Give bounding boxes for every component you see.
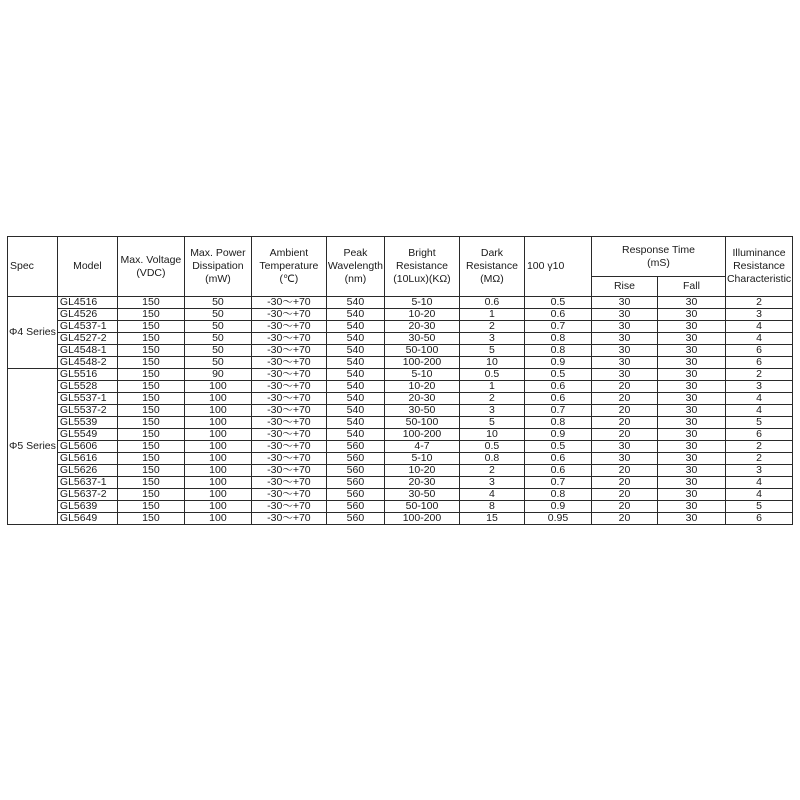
header-max-power bbox=[184, 237, 251, 297]
cell-gamma: 0.8 bbox=[524, 489, 591, 501]
cell-model: GL5637-1 bbox=[57, 477, 117, 489]
cell-dark-resistance: 1 bbox=[459, 381, 524, 393]
cell-fall: 30 bbox=[657, 429, 725, 441]
table-row bbox=[8, 453, 793, 465]
table-row bbox=[8, 441, 793, 453]
table-row bbox=[8, 333, 793, 345]
cell-max-power: 50 bbox=[184, 309, 251, 321]
cell-illuminance: 2 bbox=[725, 453, 792, 465]
header-max-voltage-line2: (VDC) bbox=[136, 266, 166, 279]
table-row bbox=[8, 465, 793, 477]
table-row bbox=[8, 393, 793, 405]
cell-bright-resistance: 20-30 bbox=[384, 393, 459, 405]
cell-peak-wavelength: 560 bbox=[326, 453, 384, 465]
header-ambient-line3: (℃) bbox=[279, 273, 299, 285]
cell-fall: 30 bbox=[657, 453, 725, 465]
table-row bbox=[8, 501, 793, 513]
cell-dark-resistance: 4 bbox=[459, 489, 524, 501]
cell-model: GL5649 bbox=[57, 513, 117, 525]
cell-fall: 30 bbox=[657, 369, 725, 381]
cell-ambient-temp: -30～+70 bbox=[251, 321, 326, 333]
cell-ambient-temp: -30～+70 bbox=[251, 417, 326, 429]
cell-peak-wavelength: 540 bbox=[326, 309, 384, 321]
header-illuminance-line1: Illuminance bbox=[732, 247, 786, 259]
cell-dark-resistance: 15 bbox=[459, 513, 524, 525]
series-label: Φ4 Series bbox=[8, 297, 58, 369]
cell-dark-resistance: 0.6 bbox=[459, 297, 524, 309]
cell-bright-resistance: 4-7 bbox=[384, 441, 459, 453]
cell-ambient-temp: -30～+70 bbox=[251, 345, 326, 357]
cell-gamma: 0.7 bbox=[524, 405, 591, 417]
cell-max-voltage: 150 bbox=[117, 321, 184, 333]
cell-dark-resistance: 0.5 bbox=[459, 369, 524, 381]
cell-gamma: 0.6 bbox=[524, 381, 591, 393]
header-bright-line2: Resistance bbox=[395, 260, 448, 272]
cell-dark-resistance: 0.5 bbox=[459, 441, 524, 453]
cell-gamma: 0.7 bbox=[524, 477, 591, 489]
cell-fall: 30 bbox=[657, 297, 725, 309]
cell-model: GL5516 bbox=[57, 369, 117, 381]
cell-rise: 20 bbox=[591, 477, 657, 489]
header-peak-line1: Peak bbox=[343, 247, 368, 259]
cell-gamma: 0.5 bbox=[524, 369, 591, 381]
header-response-line2: (mS) bbox=[647, 256, 670, 269]
cell-bright-resistance: 30-50 bbox=[384, 489, 459, 501]
cell-illuminance: 6 bbox=[725, 429, 792, 441]
cell-fall: 30 bbox=[657, 489, 725, 501]
table-row bbox=[8, 477, 793, 489]
cell-illuminance: 6 bbox=[725, 357, 792, 369]
cell-ambient-temp: -30～+70 bbox=[251, 429, 326, 441]
cell-max-power: 90 bbox=[184, 369, 251, 381]
cell-model: GL5537-1 bbox=[57, 393, 117, 405]
table-row bbox=[8, 357, 793, 369]
cell-fall: 30 bbox=[657, 441, 725, 453]
cell-bright-resistance: 100-200 bbox=[384, 513, 459, 525]
cell-rise: 30 bbox=[591, 453, 657, 465]
cell-illuminance: 4 bbox=[725, 393, 792, 405]
cell-fall: 30 bbox=[657, 309, 725, 321]
cell-rise: 30 bbox=[591, 369, 657, 381]
cell-bright-resistance: 100-200 bbox=[384, 429, 459, 441]
table-row bbox=[8, 405, 793, 417]
cell-max-voltage: 150 bbox=[117, 477, 184, 489]
cell-rise: 30 bbox=[591, 345, 657, 357]
cell-peak-wavelength: 540 bbox=[326, 333, 384, 345]
cell-bright-resistance: 20-30 bbox=[384, 321, 459, 333]
cell-gamma: 0.9 bbox=[524, 357, 591, 369]
cell-model: GL5549 bbox=[57, 429, 117, 441]
cell-bright-resistance: 50-100 bbox=[384, 501, 459, 513]
cell-ambient-temp: -30～+70 bbox=[251, 489, 326, 501]
cell-ambient-temp: -30～+70 bbox=[251, 393, 326, 405]
cell-rise: 30 bbox=[591, 297, 657, 309]
header-dark-resistance bbox=[459, 237, 524, 297]
cell-dark-resistance: 3 bbox=[459, 333, 524, 345]
cell-gamma: 0.5 bbox=[524, 441, 591, 453]
table-row bbox=[8, 297, 793, 309]
header-dark-line1: Dark bbox=[480, 247, 504, 259]
cell-gamma: 0.7 bbox=[524, 321, 591, 333]
cell-fall: 30 bbox=[657, 345, 725, 357]
cell-max-power: 100 bbox=[184, 453, 251, 465]
header-illuminance-line3: Characteristic bbox=[726, 273, 792, 285]
cell-dark-resistance: 2 bbox=[459, 321, 524, 333]
cell-fall: 30 bbox=[657, 477, 725, 489]
cell-peak-wavelength: 540 bbox=[326, 417, 384, 429]
header-fall: Fall bbox=[657, 277, 725, 297]
cell-dark-resistance: 3 bbox=[459, 405, 524, 417]
table-row bbox=[8, 369, 793, 381]
table-row bbox=[8, 429, 793, 441]
cell-rise: 20 bbox=[591, 489, 657, 501]
cell-ambient-temp: -30～+70 bbox=[251, 465, 326, 477]
cell-fall: 30 bbox=[657, 381, 725, 393]
header-bright-line1: Bright bbox=[408, 247, 436, 259]
cell-bright-resistance: 20-30 bbox=[384, 477, 459, 489]
cell-peak-wavelength: 540 bbox=[326, 405, 384, 417]
cell-max-power: 100 bbox=[184, 477, 251, 489]
cell-bright-resistance: 5-10 bbox=[384, 453, 459, 465]
cell-ambient-temp: -30～+70 bbox=[251, 357, 326, 369]
cell-model: GL5616 bbox=[57, 453, 117, 465]
header-max-power-line3: (mW) bbox=[205, 273, 231, 285]
cell-model: GL4527-2 bbox=[57, 333, 117, 345]
cell-rise: 20 bbox=[591, 513, 657, 525]
cell-peak-wavelength: 540 bbox=[326, 345, 384, 357]
header-ambient-line1: Ambient bbox=[269, 247, 309, 259]
cell-dark-resistance: 8 bbox=[459, 501, 524, 513]
cell-max-voltage: 150 bbox=[117, 345, 184, 357]
header-dark-line3: (MΩ) bbox=[480, 273, 504, 285]
header-peak-line3: (nm) bbox=[344, 273, 367, 285]
cell-gamma: 0.6 bbox=[524, 309, 591, 321]
cell-max-power: 100 bbox=[184, 417, 251, 429]
table-body bbox=[8, 297, 793, 525]
header-rise: Rise bbox=[591, 277, 657, 297]
cell-illuminance: 2 bbox=[725, 441, 792, 453]
cell-model: GL5528 bbox=[57, 381, 117, 393]
cell-max-power: 50 bbox=[184, 321, 251, 333]
cell-max-voltage: 150 bbox=[117, 309, 184, 321]
cell-max-power: 100 bbox=[184, 501, 251, 513]
cell-gamma: 0.8 bbox=[524, 345, 591, 357]
cell-rise: 20 bbox=[591, 429, 657, 441]
cell-gamma: 0.6 bbox=[524, 465, 591, 477]
cell-max-power: 50 bbox=[184, 333, 251, 345]
cell-dark-resistance: 5 bbox=[459, 417, 524, 429]
cell-rise: 20 bbox=[591, 393, 657, 405]
cell-max-voltage: 150 bbox=[117, 417, 184, 429]
cell-max-voltage: 150 bbox=[117, 393, 184, 405]
cell-gamma: 0.8 bbox=[524, 333, 591, 345]
header-ambient-line2: Temperature bbox=[259, 260, 319, 272]
cell-rise: 20 bbox=[591, 501, 657, 513]
cell-dark-resistance: 3 bbox=[459, 477, 524, 489]
cell-illuminance: 3 bbox=[725, 381, 792, 393]
header-illuminance bbox=[725, 237, 792, 297]
cell-illuminance: 4 bbox=[725, 405, 792, 417]
header-dark-line2: Resistance bbox=[465, 260, 518, 272]
cell-max-voltage: 150 bbox=[117, 465, 184, 477]
cell-max-power: 50 bbox=[184, 357, 251, 369]
cell-max-voltage: 150 bbox=[117, 513, 184, 525]
photoresistor-spec-table bbox=[7, 236, 793, 525]
cell-peak-wavelength: 560 bbox=[326, 465, 384, 477]
cell-fall: 30 bbox=[657, 321, 725, 333]
cell-ambient-temp: -30～+70 bbox=[251, 405, 326, 417]
cell-max-voltage: 150 bbox=[117, 333, 184, 345]
cell-peak-wavelength: 540 bbox=[326, 429, 384, 441]
table-row bbox=[8, 513, 793, 525]
cell-dark-resistance: 5 bbox=[459, 345, 524, 357]
header-max-voltage-line1: Max. Voltage bbox=[120, 253, 182, 266]
cell-bright-resistance: 10-20 bbox=[384, 381, 459, 393]
table-row bbox=[8, 489, 793, 501]
cell-max-voltage: 150 bbox=[117, 489, 184, 501]
cell-ambient-temp: -30～+70 bbox=[251, 297, 326, 309]
cell-peak-wavelength: 540 bbox=[326, 381, 384, 393]
cell-dark-resistance: 10 bbox=[459, 429, 524, 441]
cell-max-voltage: 150 bbox=[117, 501, 184, 513]
cell-dark-resistance: 0.8 bbox=[459, 453, 524, 465]
cell-model: GL5606 bbox=[57, 441, 117, 453]
header-model: Model bbox=[57, 237, 117, 297]
cell-bright-resistance: 50-100 bbox=[384, 345, 459, 357]
cell-illuminance: 6 bbox=[725, 345, 792, 357]
cell-peak-wavelength: 540 bbox=[326, 369, 384, 381]
cell-ambient-temp: -30～+70 bbox=[251, 309, 326, 321]
cell-peak-wavelength: 540 bbox=[326, 393, 384, 405]
cell-illuminance: 5 bbox=[725, 417, 792, 429]
table-row bbox=[8, 321, 793, 333]
cell-peak-wavelength: 540 bbox=[326, 321, 384, 333]
cell-ambient-temp: -30～+70 bbox=[251, 453, 326, 465]
cell-gamma: 0.9 bbox=[524, 429, 591, 441]
cell-peak-wavelength: 560 bbox=[326, 477, 384, 489]
cell-gamma: 0.95 bbox=[524, 513, 591, 525]
cell-bright-resistance: 10-20 bbox=[384, 465, 459, 477]
cell-illuminance: 2 bbox=[725, 369, 792, 381]
cell-model: GL4548-1 bbox=[57, 345, 117, 357]
table-row bbox=[8, 345, 793, 357]
header-max-voltage bbox=[117, 237, 184, 297]
cell-max-voltage: 150 bbox=[117, 369, 184, 381]
cell-max-power: 100 bbox=[184, 465, 251, 477]
cell-max-voltage: 150 bbox=[117, 357, 184, 369]
cell-max-voltage: 150 bbox=[117, 381, 184, 393]
cell-max-power: 100 bbox=[184, 393, 251, 405]
cell-model: GL5639 bbox=[57, 501, 117, 513]
cell-illuminance: 2 bbox=[725, 297, 792, 309]
cell-max-voltage: 150 bbox=[117, 405, 184, 417]
cell-bright-resistance: 5-10 bbox=[384, 369, 459, 381]
cell-max-power: 100 bbox=[184, 441, 251, 453]
cell-dark-resistance: 10 bbox=[459, 357, 524, 369]
header-ambient-temperature bbox=[251, 237, 326, 297]
header-spec: Spec bbox=[8, 237, 58, 297]
cell-bright-resistance: 100-200 bbox=[384, 357, 459, 369]
cell-max-power: 100 bbox=[184, 381, 251, 393]
cell-illuminance: 5 bbox=[725, 501, 792, 513]
cell-max-voltage: 150 bbox=[117, 297, 184, 309]
header-gamma: 100 γ10 bbox=[524, 237, 591, 297]
cell-rise: 20 bbox=[591, 465, 657, 477]
header-bright-line3: (10Lux)(KΩ) bbox=[393, 273, 451, 285]
cell-bright-resistance: 30-50 bbox=[384, 405, 459, 417]
cell-bright-resistance: 50-100 bbox=[384, 417, 459, 429]
cell-ambient-temp: -30～+70 bbox=[251, 381, 326, 393]
cell-bright-resistance: 10-20 bbox=[384, 309, 459, 321]
table-row bbox=[8, 309, 793, 321]
cell-illuminance: 6 bbox=[725, 513, 792, 525]
cell-gamma: 0.5 bbox=[524, 297, 591, 309]
cell-peak-wavelength: 560 bbox=[326, 513, 384, 525]
cell-peak-wavelength: 540 bbox=[326, 357, 384, 369]
cell-fall: 30 bbox=[657, 405, 725, 417]
cell-fall: 30 bbox=[657, 501, 725, 513]
cell-fall: 30 bbox=[657, 513, 725, 525]
cell-rise: 30 bbox=[591, 333, 657, 345]
cell-dark-resistance: 2 bbox=[459, 465, 524, 477]
cell-illuminance: 3 bbox=[725, 309, 792, 321]
cell-rise: 30 bbox=[591, 441, 657, 453]
cell-rise: 20 bbox=[591, 417, 657, 429]
cell-max-power: 50 bbox=[184, 297, 251, 309]
cell-rise: 30 bbox=[591, 321, 657, 333]
series-label: Φ5 Series bbox=[8, 369, 58, 525]
cell-model: GL4516 bbox=[57, 297, 117, 309]
cell-rise: 20 bbox=[591, 381, 657, 393]
cell-bright-resistance: 5-10 bbox=[384, 297, 459, 309]
cell-rise: 20 bbox=[591, 405, 657, 417]
cell-max-voltage: 150 bbox=[117, 429, 184, 441]
cell-dark-resistance: 2 bbox=[459, 393, 524, 405]
cell-peak-wavelength: 560 bbox=[326, 489, 384, 501]
cell-max-power: 100 bbox=[184, 429, 251, 441]
cell-rise: 30 bbox=[591, 357, 657, 369]
cell-peak-wavelength: 540 bbox=[326, 297, 384, 309]
table-row bbox=[8, 417, 793, 429]
table-row bbox=[8, 381, 793, 393]
cell-illuminance: 4 bbox=[725, 333, 792, 345]
cell-ambient-temp: -30～+70 bbox=[251, 441, 326, 453]
cell-model: GL4548-2 bbox=[57, 357, 117, 369]
cell-dark-resistance: 1 bbox=[459, 309, 524, 321]
cell-model: GL5539 bbox=[57, 417, 117, 429]
cell-fall: 30 bbox=[657, 417, 725, 429]
cell-fall: 30 bbox=[657, 333, 725, 345]
header-max-power-line1: Max. Power bbox=[190, 247, 246, 259]
cell-fall: 30 bbox=[657, 393, 725, 405]
header-response-line1: Response Time bbox=[621, 243, 695, 256]
cell-ambient-temp: -30～+70 bbox=[251, 369, 326, 381]
header-max-power-line2: Dissipation bbox=[192, 260, 244, 272]
cell-max-voltage: 150 bbox=[117, 453, 184, 465]
cell-peak-wavelength: 560 bbox=[326, 441, 384, 453]
cell-model: GL5537-2 bbox=[57, 405, 117, 417]
cell-max-power: 50 bbox=[184, 345, 251, 357]
cell-max-power: 100 bbox=[184, 513, 251, 525]
cell-gamma: 0.9 bbox=[524, 501, 591, 513]
cell-ambient-temp: -30～+70 bbox=[251, 477, 326, 489]
cell-fall: 30 bbox=[657, 357, 725, 369]
header-peak-line2: Wavelength bbox=[327, 260, 383, 272]
cell-fall: 30 bbox=[657, 465, 725, 477]
cell-illuminance: 3 bbox=[725, 465, 792, 477]
header-bright-resistance bbox=[384, 237, 459, 297]
cell-illuminance: 4 bbox=[725, 477, 792, 489]
cell-gamma: 0.6 bbox=[524, 393, 591, 405]
cell-ambient-temp: -30～+70 bbox=[251, 513, 326, 525]
cell-model: GL4537-1 bbox=[57, 321, 117, 333]
cell-bright-resistance: 30-50 bbox=[384, 333, 459, 345]
cell-illuminance: 4 bbox=[725, 489, 792, 501]
cell-model: GL5637-2 bbox=[57, 489, 117, 501]
cell-illuminance: 4 bbox=[725, 321, 792, 333]
header-response-time bbox=[591, 237, 725, 277]
cell-model: GL4526 bbox=[57, 309, 117, 321]
cell-gamma: 0.6 bbox=[524, 453, 591, 465]
header-peak-wavelength bbox=[326, 237, 384, 297]
cell-max-voltage: 150 bbox=[117, 441, 184, 453]
cell-rise: 30 bbox=[591, 309, 657, 321]
cell-max-power: 100 bbox=[184, 405, 251, 417]
cell-gamma: 0.8 bbox=[524, 417, 591, 429]
cell-max-power: 100 bbox=[184, 489, 251, 501]
cell-ambient-temp: -30～+70 bbox=[251, 501, 326, 513]
header-illuminance-line2: Resistance bbox=[733, 260, 786, 272]
cell-peak-wavelength: 560 bbox=[326, 501, 384, 513]
cell-ambient-temp: -30～+70 bbox=[251, 333, 326, 345]
cell-model: GL5626 bbox=[57, 465, 117, 477]
